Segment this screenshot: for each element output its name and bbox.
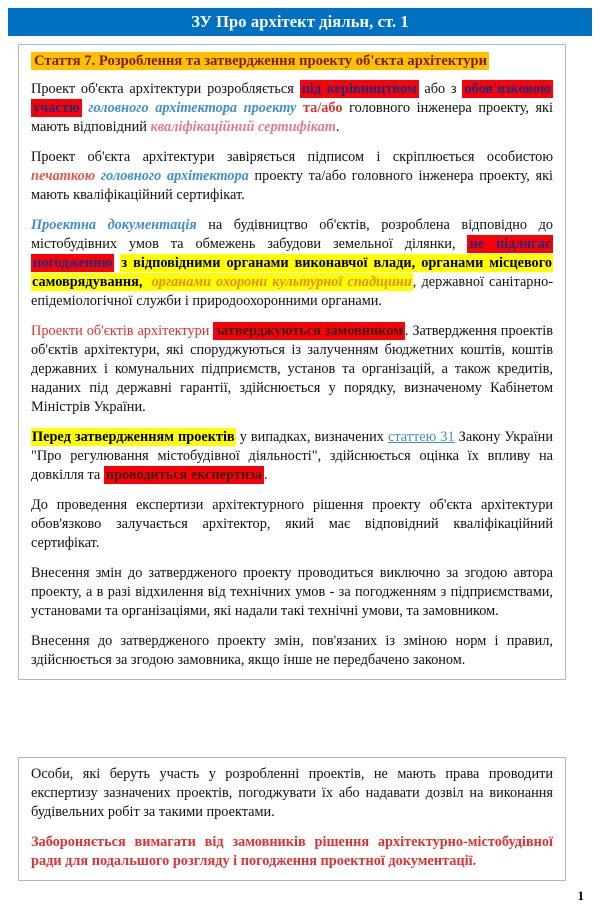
run-space [143,273,150,291]
run-text: у випадках, визначених [235,428,388,445]
run-emphasis-pink: кваліфікаційний сертифікат [150,118,336,135]
run-text: Внесення змін до затвердженого проекту проводиться виключно за згодою автора проекту, а в разі відхилення від технічних умов - за погодженням з підприємствами, установами та організаціями, які надали такі технічні умови, та замовником. [31,564,553,619]
run-text: До проведення експертизи архітектурного рішення проекту об'єкта архітектури обов'язково залучається архітектор, який має відповідний кваліфікаційний сертифікат. [31,496,553,551]
run-text: , державної санітарно-епідеміологічної служби і природоохоронними органами. [31,273,553,309]
window-title-text: ЗУ Про архітект діяльн, ст. 1 [191,12,409,31]
paragraph-6 [31,496,553,553]
run-emphasis-blue: головного архітектора [100,167,249,184]
highlight-red-run: проводиться експертиза [105,466,262,483]
paragraph-7 [31,564,553,621]
window-title-bar [8,8,592,36]
run-text: або з [418,80,463,97]
run-text: . [263,466,268,483]
run-text: . Затвердження проектів об'єктів архітектури, які споруджуються із залученням бюджетних коштів, коштів державних і комунальних підприємств, установ та організацій, а також кредитів, наданих під державні гарантії, здійснюється у порядку, визначеному Кабінетом Міністрів України. [31,322,553,415]
run-text: Особи, які беруть участь у розробленні проектів, не мають права проводити експертизу зазначених проектів, погоджувати їх або надавати дозвіл на виконання будівельних робіт за такими проектами. [31,766,553,820]
run-text: Внесення до затвердженого проекту змін, пов'язаних із зміною норм і правил, здійснюється за згодою замовника, якщо інше не передбачено законом. [31,632,553,668]
run-emphasis-blue: головного архітектора проекту [88,99,297,116]
article-heading-text: Стаття 7. Розроблення та затвердження проекту об'єкта архітектури [31,52,489,70]
run-text: головного інженера проекту, які мають відповідний [31,99,553,135]
highlight-yellow-run: з відповідними органами виконавчої влади, органами місцевого самоврядування, [32,254,552,290]
highlight-yellow-orange-run: органами охорони культурної спадщини [151,273,412,290]
document-box-main [18,44,566,680]
highlight-red-run: обов'язковою участю [33,80,551,116]
paragraph-5 [31,428,553,485]
run-emphasis-red: Проекти об'єктів архітектури [31,322,210,339]
paragraph-1 [31,80,553,137]
run-emphasis-blue: Проектна документація [31,216,197,233]
article-heading [31,52,553,71]
highlight-red-run: не підлягає погодженню [33,235,551,271]
highlight-red-run: під керівництвом [301,80,417,97]
paragraph-3 [31,216,553,311]
page-number: 1 [577,888,584,903]
run-text: Закону України "Про регулювання містобудівної діяльності", здійснюється оцінка їх впливу на довкілля та [31,428,553,483]
run-text: . [335,118,340,135]
paragraph-4 [31,322,553,417]
highlight-red-run: затверджуються замовником [215,322,403,339]
run-emphasis-red: та/або [302,99,343,116]
paragraph-2 [31,148,553,205]
run-text: Проект об'єкта архітектури завіряється підписом і скріплюється особистою [31,148,553,165]
paragraph-9 [31,765,553,822]
paragraph-10 [31,833,553,871]
document-box-secondary [18,757,566,881]
link-article-31[interactable]: статтею 31 [387,428,455,445]
run-text: на будівництво об'єктів, розроблена відповідно до містобудівних умов та обмежень забудови земельної ділянки, [31,216,553,252]
run-emphasis-red-italic: печаткою [31,167,96,184]
paragraph-8 [31,632,553,670]
run-text: Проект об'єкта архітектури розробляється [31,80,300,97]
run-emphasis-red: Забороняється вимагати від замовників рішення архітектурно-містобудівної ради для подальшого розгляду і погодження проектної документації. [31,834,553,869]
highlight-yellow-run: Перед затвердженням проектів [32,428,235,445]
run-text: проекту та/або головного інженера проекту, які мають кваліфікаційний сертифікат. [31,167,554,203]
